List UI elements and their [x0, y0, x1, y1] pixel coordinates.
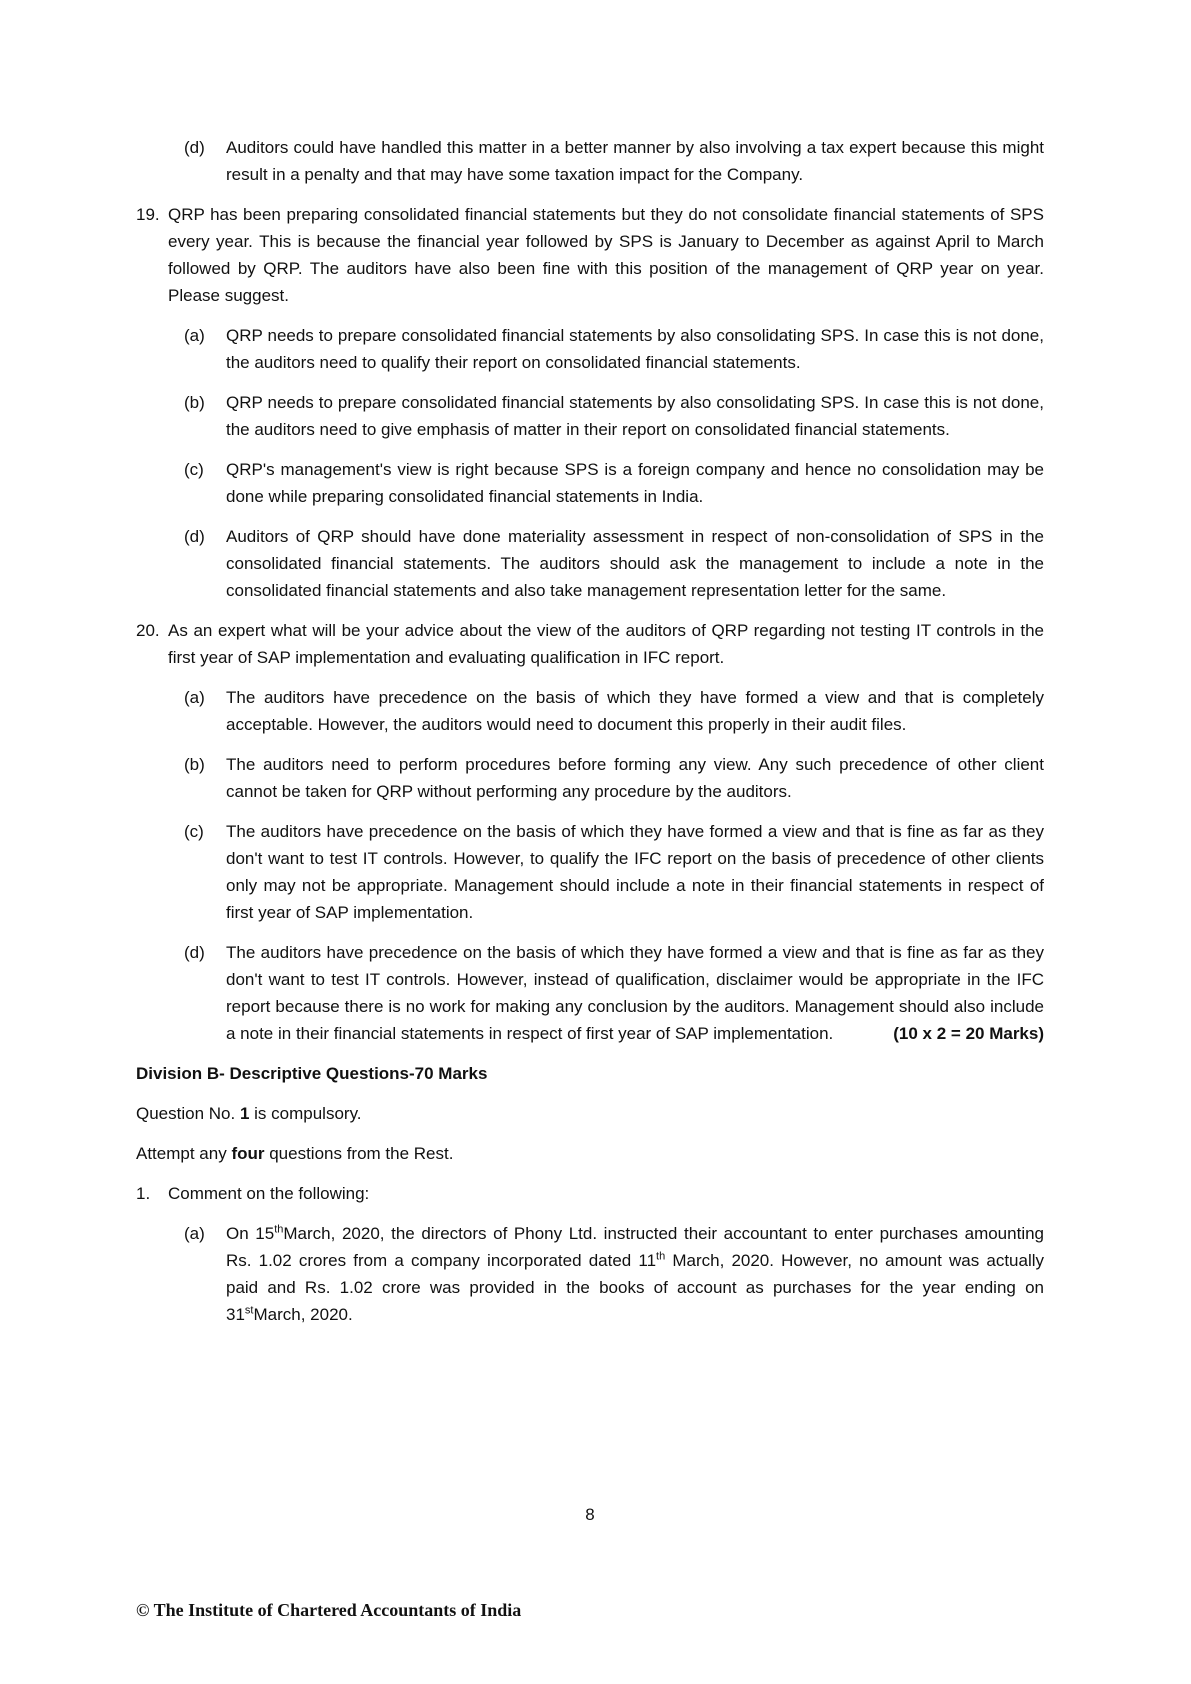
option-text: Auditors of QRP should have done materiality assessment in respect of non-consolidation of SPS in the consolidated financial statements. The auditors should ask the management to include a note in the consolidated financial statements and also take management representation letter for the same. — [226, 527, 1044, 600]
division-b-heading: Division B- Descriptive Questions-70 Marks — [136, 1064, 488, 1083]
question-number: 19. — [136, 205, 160, 224]
question-20 — [136, 617, 1044, 671]
question-19-option-a — [184, 322, 1044, 376]
option-text: QRP's management's view is right because SPS is a foreign company and hence no consolidation may be done while preparing consolidated financial statements in India. — [226, 460, 1044, 506]
option-text: The auditors have precedence on the basis of which they have formed a view and that is completely acceptable. However, the auditors would need to document this properly in their audit files. — [226, 688, 1044, 734]
question-1 — [136, 1180, 1044, 1207]
text-segment: March, 2020, the directors of Phony Ltd. instructed their accountant to enter purchases amounting Rs. 1.02 crores from a company incorporated dated 11 — [226, 1224, 1044, 1270]
question-number: 20. — [136, 621, 160, 640]
page-number: 8 — [585, 1505, 595, 1524]
option-text-with-marks — [226, 939, 1044, 1047]
question-19-option-d — [184, 523, 1044, 604]
question-20-option-d — [184, 939, 1044, 1047]
ordinal-superscript: st — [244, 1304, 254, 1317]
compulsory-note-post: is compulsory. — [249, 1104, 362, 1123]
text-segment: March, 2020. However, no amount was actually paid and Rs. 1.02 crore was provided in the books of account as purchases for the year ending on 31 — [226, 1251, 1045, 1324]
option-label: (c) — [184, 460, 204, 479]
option-label: (b) — [184, 755, 205, 774]
option-text: The auditors have precedence on the basis of which they have formed a view and that is fine as far as they don't want to test IT controls. However, instead of qualification, disclaimer would be appropriate in the IFC report because there is no work for making any conclusion by the auditors. Management should also include a note in their financial statements in respect of first year of SAP implementation. — [226, 943, 1044, 1043]
option-label: (c) — [184, 822, 204, 841]
option-label: (b) — [184, 393, 205, 412]
attempt-note-bold: four — [231, 1144, 265, 1163]
ordinal-superscript: th — [274, 1223, 284, 1236]
attempt-note-post: questions from the Rest. — [264, 1144, 454, 1163]
question-19-option-c — [184, 456, 1044, 510]
question-text: As an expert what will be your advice about the view of the auditors of QRP regarding not testing IT controls in the first year of SAP implementation and evaluating qualification in IFC report. — [168, 621, 1044, 667]
option-label: (d) — [184, 138, 205, 157]
option-label: (a) — [184, 326, 205, 345]
option-text: QRP needs to prepare consolidated financial statements by also consolidating SPS. In case this is not done, the auditors need to qualify their report on consolidated financial statements. — [226, 326, 1044, 372]
option-text: QRP needs to prepare consolidated financial statements by also consolidating SPS. In case this is not done, the auditors need to give emphasis of matter in their report on consolidated financial statements. — [226, 393, 1044, 439]
option-text — [226, 1220, 1044, 1328]
option-label: (a) — [184, 1224, 205, 1243]
question-20-option-b — [184, 751, 1044, 805]
option-label: (d) — [184, 943, 205, 962]
question-1-option-a — [184, 1220, 1044, 1328]
question-19-option-b — [184, 389, 1044, 443]
option-text: Auditors could have handled this matter in a better manner by also involving a tax expert because this might result in a penalty and that may have some taxation impact for the Company. — [226, 138, 1044, 184]
question-text: QRP has been preparing consolidated financial statements but they do not consolidate financial statements of SPS every year. This is because the financial year followed by SPS is January to December as against April to March followed by QRP. The auditors have also been fine with this position of the management of QRP year on year. Please suggest. — [168, 205, 1044, 305]
compulsory-note — [136, 1100, 1044, 1127]
question-20-option-c — [184, 818, 1044, 926]
marks-note: (10 x 2 = 20 Marks) — [893, 1024, 1044, 1043]
attempt-note-pre: Attempt any — [136, 1144, 232, 1163]
question-text: Comment on the following: — [168, 1184, 370, 1203]
question-18-option-d — [184, 134, 1044, 188]
footer-copyright: © The Institute of Chartered Accountants of India — [136, 1600, 522, 1620]
text-segment: On 15 — [226, 1224, 275, 1243]
attempt-note — [136, 1140, 1044, 1167]
question-20-option-a — [184, 684, 1044, 738]
text-segment: March, 2020. — [253, 1305, 353, 1324]
compulsory-note-pre: Question No. — [136, 1104, 240, 1123]
option-label: (d) — [184, 527, 205, 546]
question-19 — [136, 201, 1044, 309]
compulsory-note-bold: 1 — [239, 1104, 250, 1123]
option-text: The auditors need to perform procedures before forming any view. Any such precedence of other client cannot be taken for QRP without performing any procedure by the auditors. — [226, 755, 1044, 801]
option-label: (a) — [184, 688, 205, 707]
question-number: 1. — [136, 1184, 151, 1203]
option-text: The auditors have precedence on the basis of which they have formed a view and that is fine as far as they don't want to test IT controls. However, to qualify the IFC report on the basis of precedence of other clients only may not be appropriate. Management should include a note in their financial statements in respect of first year of SAP implementation. — [226, 822, 1044, 922]
page-content — [136, 134, 1044, 1341]
ordinal-superscript: th — [656, 1250, 666, 1263]
